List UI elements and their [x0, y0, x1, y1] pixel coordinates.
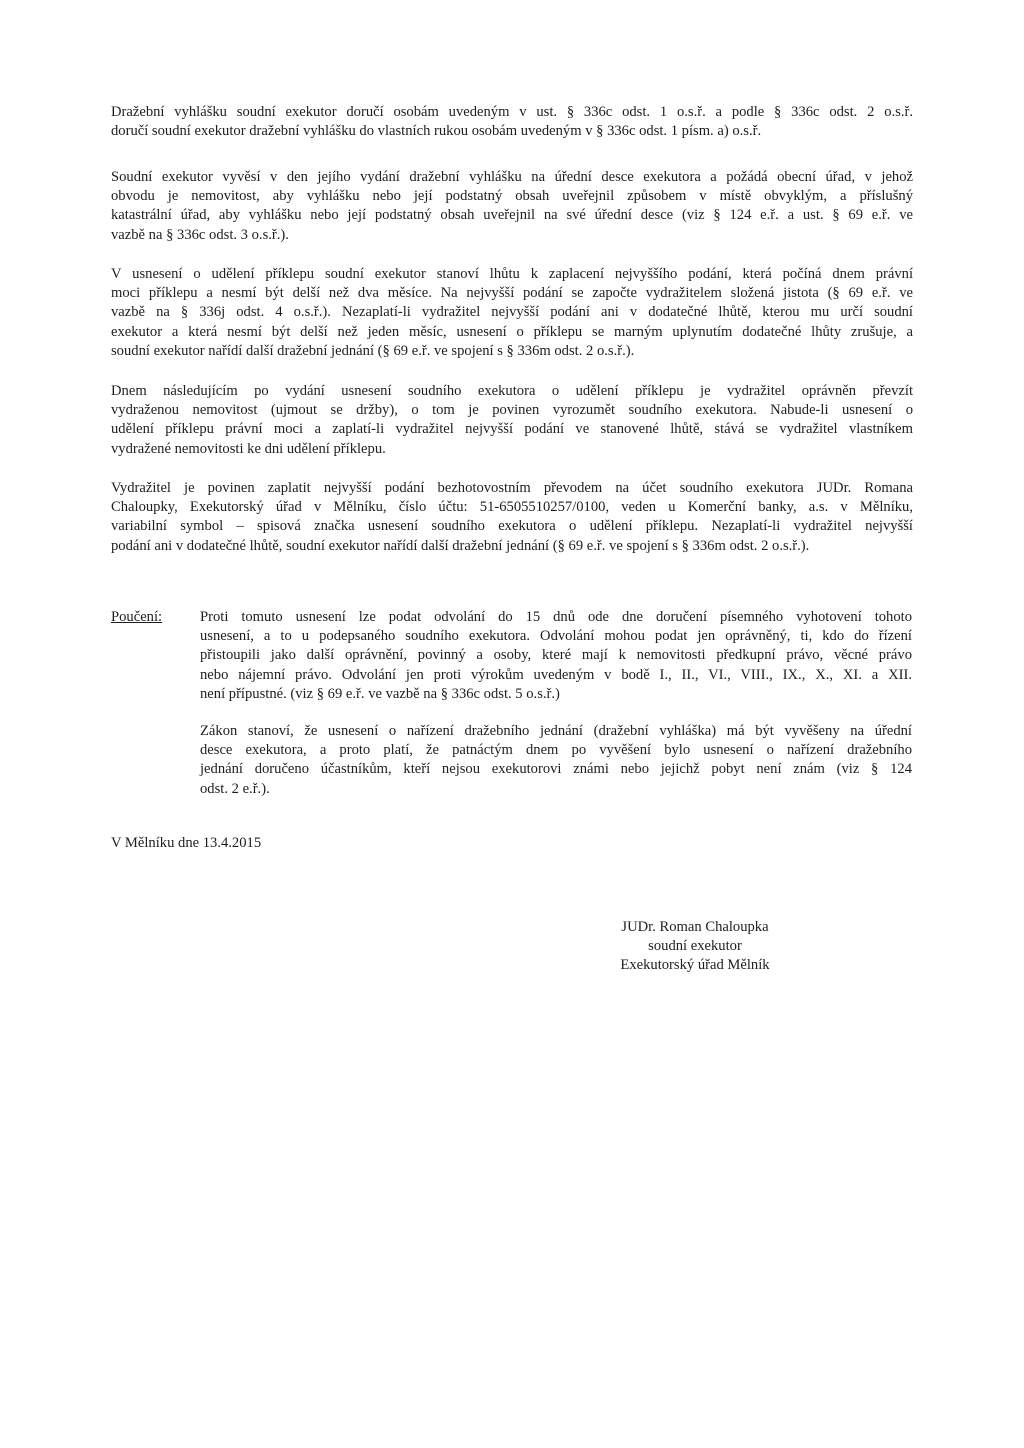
text-line: Dražební vyhlášku soudní exekutor doručí osobám uvedeným v ust. § 336c odst. 1 o.s.ř. a podle § 336c odst. 2 o.s.ř.	[111, 104, 913, 120]
signatory-role: soudní exekutor	[648, 938, 742, 955]
paragraph-ownership-transfer	[111, 382, 913, 459]
notice-appeal	[200, 608, 912, 704]
text-line: exekutor a která nesmí být delší než jeden měsíc, usnesení o příklepu se marným uplynutím dodatečné lhůty zrušuje, a	[111, 323, 913, 340]
text-line: jednání doručeno účastníkům, kteří nejsou exekutorovi známi nebo jejichž pobyt není znám (viz § 124	[200, 761, 912, 778]
text-line: vydražené nemovitosti ke dni udělení příklepu.	[111, 440, 386, 457]
text-line: V usnesení o udělení příklepu soudní exekutor stanoví lhůtu k zaplacení nejvyššího podání, která počíná dnem právní	[111, 266, 913, 282]
notice-delivery-by-posting	[200, 722, 912, 799]
text-line: vazbě na § 336c odst. 3 o.s.ř.).	[111, 226, 289, 243]
signature-block	[560, 918, 830, 976]
text-line: Soudní exekutor vyvěsí v den jejího vydání dražební vyhlášku na úřední desce exekutora a požádá obecní úřad, v jehož	[111, 169, 913, 185]
place-date: V Mělníku dne 13.4.2015	[111, 835, 262, 851]
text-line: nebo nájemní právo. Odvolání jen proti výrokům uvedeným v bodě I., II., VI., VIII., IX., X., XI. a XII.	[200, 666, 912, 683]
text-line: udělení příklepu právní moci a zaplatí-li vydražitel nejvyšší podání ve stanovené lhůtě, stává se vydražitel vlastníkem	[111, 421, 913, 438]
text-line: desce exekutora, a proto platí, že patnáctým dnem po vyvěšení bylo usnesení o nařízení dražebního	[200, 742, 912, 759]
text-line: doručí soudní exekutor dražební vyhlášku do vlastních rukou osobám uvedeným v § 336c odst. 1 písm. a) o.s.ř.	[111, 123, 762, 140]
text-line: moci příklepu a nesmí být delší než dva měsíce. Na nejvyšší podání se započte vydražitelem složená jistota (§ 69 e.ř. ve	[111, 285, 913, 302]
text-line: není přípustné. (viz § 69 e.ř. ve vazbě na § 336c odst. 5 o.s.ř.)	[200, 685, 560, 702]
text-line: soudní exekutor nařídí další dražební jednání (§ 69 e.ř. ve spojení s § 336m odst. 2 o.s.ř.).	[111, 342, 635, 359]
text-line: podání ani v dodatečné lhůtě, soudní exekutor nařídí další dražební jednání (§ 69 e.ř. ve spojení s § 336m odst. 2 o.s.ř.).	[111, 537, 810, 554]
text-line: vydraženou nemovitost (ujmout se držby), o tom je povinen vyrozumět soudního exekutora. Nabude-li usnesení o	[111, 402, 913, 419]
text-line: katastrální úřad, aby vyhlášku nebo její podstatný obsah uveřejnil na své úřední desce (viz § 124 e.ř. a ust. § 69 e.ř. ve	[111, 207, 913, 224]
text-line: obvodu je nemovitost, aby vyhlášku nebo její podstatný obsah uveřejnil způsobem v místě obvyklým, a příslušný	[111, 188, 913, 205]
paragraph-delivery	[111, 103, 913, 141]
text-line: vazbě na § 336j odst. 4 o.s.ř.). Nezaplatí-li vydražitel nejvyšší podání ani v dodatečné lhůtě, kterou mu určí soudní	[111, 304, 913, 321]
text-line: odst. 2 e.ř.).	[200, 780, 270, 797]
text-line: Vydražitel je povinen zaplatit nejvyšší podání bezhotovostním převodem na účet soudního exekutora JUDr. Romana	[111, 480, 913, 496]
text-line: Dnem následujícím po vydání usnesení soudního exekutora o udělení příklepu je vydražitel oprávněn převzít	[111, 383, 913, 399]
text-line: Chaloupky, Exekutorský úřad v Mělníku, číslo účtu: 51-6505510257/0100, veden u Komerční banky, a.s. v Mělníku,	[111, 499, 913, 516]
paragraph-bank-payment	[111, 479, 913, 556]
text-line: Proti tomuto usnesení lze podat odvolání do 15 dnů ode dne doručení písemného vyhotovení tohoto	[200, 609, 912, 625]
paragraph-publication	[111, 168, 913, 245]
notice-label: Poučení:	[111, 609, 163, 625]
text-line: usnesení, a to u podepsaného soudního exekutora. Odvolání mohou podat jen oprávněný, ti, kdo do řízení	[200, 628, 912, 645]
paragraph-payment-deadline	[111, 265, 913, 361]
text-line: variabilní symbol – spisová značka usnesení soudního exekutora o udělení příklepu. Nezaplatí-li vydražitel nejvyšší	[111, 518, 913, 535]
signatory-office: Exekutorský úřad Mělník	[620, 957, 770, 974]
text-line: Zákon stanoví, že usnesení o nařízení dražebního jednání (dražební vyhláška) má být vyvěšeny na úřední	[200, 723, 912, 739]
signatory-name: JUDr. Roman Chaloupka	[621, 919, 769, 935]
text-line: přistoupili jako další oprávnění, povinný a osoby, které mají k nemovitosti předkupní právo, věcné právo	[200, 647, 912, 664]
